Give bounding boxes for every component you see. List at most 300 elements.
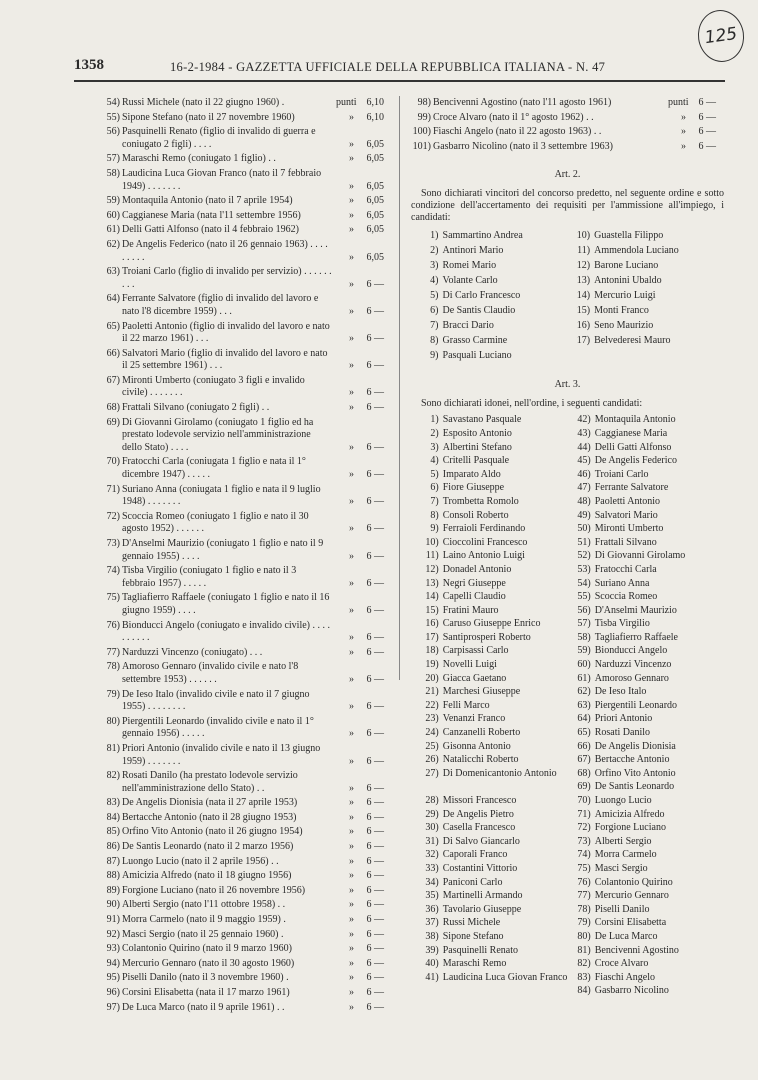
score-mark: » bbox=[349, 402, 354, 414]
item-number: 58) bbox=[106, 167, 120, 179]
rank-number: 65) bbox=[577, 727, 591, 739]
candidate-name: Suriano Anna bbox=[594, 577, 650, 589]
score-mark: » bbox=[349, 1001, 354, 1013]
candidate-name: Fiaschi Angelo bbox=[594, 971, 656, 983]
name-row bbox=[421, 727, 724, 741]
score-points: 6 — bbox=[366, 884, 384, 896]
item-score bbox=[336, 195, 392, 208]
item-text: Sipone Stefano (nato il 27 novembre 1960) bbox=[122, 111, 295, 123]
item-score bbox=[336, 914, 392, 927]
rank-number: 22) bbox=[425, 699, 439, 711]
item-score bbox=[336, 496, 392, 509]
rank-number: 26) bbox=[425, 754, 439, 766]
score-mark: » bbox=[349, 987, 354, 998]
rank-number: 36) bbox=[425, 903, 439, 915]
item-score bbox=[668, 126, 724, 139]
candidate-name: Caporali Franco bbox=[442, 849, 508, 861]
item-score bbox=[336, 826, 392, 839]
name-row bbox=[421, 290, 724, 305]
list-item bbox=[411, 97, 724, 110]
list-item bbox=[100, 885, 392, 898]
rank-number: 71) bbox=[577, 808, 591, 820]
list-item bbox=[100, 195, 392, 208]
item-number: 70) bbox=[106, 456, 120, 468]
list-item bbox=[100, 797, 392, 810]
score-points: 6 — bbox=[366, 523, 384, 535]
score-points: 6 — bbox=[366, 826, 384, 838]
item-number: 100) bbox=[412, 126, 431, 138]
rank-number: 4) bbox=[430, 455, 439, 467]
list-item bbox=[100, 620, 392, 645]
rank-number: 62) bbox=[577, 686, 591, 698]
score-mark: » bbox=[349, 841, 354, 853]
name-row bbox=[421, 275, 724, 290]
candidate-name bbox=[443, 781, 573, 795]
item-text: Piselli Danilo (nato il 3 novembre 1960) . bbox=[122, 972, 289, 984]
candidate-name: Bencivenni Agostino bbox=[594, 944, 679, 956]
rank-number: 1) bbox=[430, 414, 439, 426]
candidate-name bbox=[594, 350, 724, 365]
name-row bbox=[421, 917, 724, 931]
item-score bbox=[336, 210, 392, 223]
score-points: 6 — bbox=[366, 987, 384, 998]
article-3-text: Sono dichiarati idonei, nell'ordine, i seguenti candidati: bbox=[421, 398, 643, 410]
rank-number bbox=[421, 781, 443, 795]
rank-number: 9) bbox=[430, 523, 439, 535]
candidate-name: Caggianese Maria bbox=[594, 427, 668, 439]
list-item bbox=[100, 168, 392, 193]
item-text: Laudicina Luca Giovan Franco (nato il 7 febbraio 1949) . . . . . . . bbox=[122, 167, 322, 192]
header-rule bbox=[74, 80, 725, 82]
list-item bbox=[100, 856, 392, 869]
score-points: 6 — bbox=[366, 402, 384, 414]
list-item bbox=[100, 929, 392, 942]
candidate-name: Mironti Umberto bbox=[594, 523, 664, 535]
item-number: 55) bbox=[106, 111, 120, 123]
item-score bbox=[336, 306, 392, 319]
list-item bbox=[100, 870, 392, 883]
candidate-name: Bionducci Angelo bbox=[594, 645, 668, 657]
item-number: 84) bbox=[106, 811, 120, 823]
list-item bbox=[100, 126, 392, 151]
candidate-name: Bertacche Antonio bbox=[594, 754, 670, 766]
rank-number: 8) bbox=[430, 335, 439, 347]
rank-number: 27) bbox=[425, 767, 439, 779]
candidate-name: Di Salvo Giancarlo bbox=[442, 835, 520, 847]
rank-number: 4) bbox=[430, 275, 439, 287]
list-item bbox=[100, 417, 392, 455]
score-mark: » bbox=[349, 577, 354, 589]
candidate-name: Felli Marco bbox=[442, 699, 490, 711]
name-row bbox=[421, 414, 724, 428]
item-text: Caggianese Maria (nata l'11 settembre 1956) bbox=[122, 209, 301, 221]
candidate-name: Missori Francesco bbox=[442, 795, 517, 806]
item-text: Montaquila Antonio (nato il 7 aprile 1954) bbox=[122, 195, 293, 207]
score-points: 6 — bbox=[366, 387, 384, 399]
rank-number: 42) bbox=[577, 414, 591, 426]
name-row bbox=[421, 700, 724, 714]
rank-number: 23) bbox=[425, 713, 439, 725]
rank-number: 16) bbox=[425, 618, 439, 630]
rank-number: 16) bbox=[576, 320, 591, 332]
candidate-name: Ammendola Luciano bbox=[594, 245, 679, 257]
candidate-name: Laino Antonio Luigi bbox=[442, 550, 525, 562]
list-item bbox=[100, 402, 392, 415]
list-item bbox=[100, 348, 392, 373]
score-mark: » bbox=[681, 111, 686, 123]
candidate-name: Romei Mario bbox=[442, 260, 497, 272]
rank-number bbox=[572, 350, 594, 365]
item-text: Suriano Anna (coniugata 1 figlio e nata il 9 luglio 1948) . . . . . . . bbox=[122, 483, 321, 508]
score-points: 6 — bbox=[366, 469, 384, 481]
rank-number: 17) bbox=[576, 335, 591, 347]
item-score bbox=[336, 523, 392, 536]
item-text: Piergentili Leonardo (invalido civile e nato il 1° gennaio 1956) . . . . . bbox=[122, 715, 314, 740]
item-text: Corsini Elisabetta (nata il 17 marzo 1961) bbox=[122, 987, 290, 998]
rank-number: 14) bbox=[425, 591, 439, 603]
score-points: 6,05 bbox=[366, 138, 384, 150]
name-row bbox=[421, 496, 724, 510]
list-item bbox=[100, 456, 392, 481]
name-row bbox=[421, 781, 724, 795]
candidate-name: Russi Michele bbox=[442, 917, 501, 929]
item-score bbox=[668, 97, 724, 110]
rank-number: 43) bbox=[577, 427, 591, 439]
name-row bbox=[421, 863, 724, 877]
name-row bbox=[421, 795, 724, 809]
score-points: 6,05 bbox=[366, 209, 384, 221]
candidate-name: D'Anselmi Maurizio bbox=[594, 604, 677, 616]
name-row bbox=[421, 591, 724, 605]
rank-number: 6) bbox=[430, 482, 439, 494]
item-number: 90) bbox=[106, 899, 120, 911]
candidate-name: Maraschi Remo bbox=[442, 958, 507, 970]
candidate-name: De Angelis Federico bbox=[594, 455, 677, 467]
candidate-name: Caruso Giuseppe Enrico bbox=[442, 618, 541, 630]
list-item bbox=[100, 987, 392, 1000]
rank-number: 3) bbox=[430, 260, 439, 272]
candidate-name: Casella Francesco bbox=[442, 822, 516, 834]
item-number: 60) bbox=[106, 209, 120, 221]
candidate-name: Grasso Carmine bbox=[442, 335, 508, 347]
candidate-name: Fratocchi Carla bbox=[594, 563, 657, 575]
candidate-name: De Angelis Dionisia bbox=[594, 740, 676, 752]
score-points: 6,10 bbox=[366, 97, 384, 108]
candidate-name: Ferrante Salvatore bbox=[594, 482, 669, 494]
item-number: 79) bbox=[106, 688, 120, 700]
item-number: 97) bbox=[106, 1001, 120, 1013]
item-score bbox=[336, 153, 392, 166]
score-points: 6,05 bbox=[366, 195, 384, 207]
score-points: 6,05 bbox=[366, 180, 384, 192]
candidate-name: Novelli Luigi bbox=[442, 659, 497, 671]
name-row bbox=[421, 632, 724, 646]
candidate-name: Barone Luciano bbox=[594, 260, 659, 272]
name-row bbox=[421, 809, 724, 823]
rank-number: 75) bbox=[577, 862, 591, 874]
list-item bbox=[100, 293, 392, 318]
score-points: 6 — bbox=[366, 577, 384, 589]
name-row bbox=[421, 659, 724, 673]
item-number: 89) bbox=[106, 884, 120, 896]
score-points: 6 — bbox=[366, 441, 384, 453]
rank-number: 60) bbox=[577, 659, 591, 671]
item-text: Fiaschi Angelo (nato il 22 agosto 1963) . . bbox=[433, 126, 602, 138]
candidate-name: Capelli Claudio bbox=[442, 591, 506, 603]
item-score bbox=[336, 958, 392, 971]
score-mark: » bbox=[349, 441, 354, 453]
item-score bbox=[336, 632, 392, 645]
item-score bbox=[336, 783, 392, 796]
item-text: Paoletti Antonio (figlio di invalido del lavoro e nato il 22 marzo 1961) . . . bbox=[122, 320, 330, 345]
item-text: De Ieso Italo (invalido civile e nato il 7 giugno 1955) . . . . . . . . bbox=[122, 688, 310, 713]
column-divider bbox=[399, 96, 400, 680]
ranking-list-continued bbox=[411, 97, 724, 155]
list-item bbox=[100, 210, 392, 223]
name-row bbox=[421, 350, 724, 365]
candidate-name: Critelli Pasquale bbox=[442, 455, 510, 467]
rank-number: 3) bbox=[430, 441, 439, 453]
rank-number: 28) bbox=[425, 795, 439, 806]
rank-number: 64) bbox=[577, 713, 591, 725]
item-text: Di Giovanni Girolamo (coniugato 1 figlio ed ha prestato lodevole servizio nell'amministrazione dello Stato) . . . . bbox=[122, 416, 314, 453]
candidate-name: Monti Franco bbox=[594, 305, 649, 317]
rank-number: 39) bbox=[425, 944, 439, 956]
name-row bbox=[421, 877, 724, 891]
rank-number: 58) bbox=[577, 631, 591, 643]
score-mark: » bbox=[349, 224, 354, 236]
rank-number: 73) bbox=[577, 835, 591, 847]
left-column-ranking-list bbox=[100, 97, 392, 1016]
candidate-name: Sammartino Andrea bbox=[442, 230, 523, 242]
score-points: 6,10 bbox=[366, 111, 384, 123]
rank-number: 53) bbox=[577, 563, 591, 575]
list-item bbox=[100, 899, 392, 912]
candidate-name: Gasbarro Nicolino bbox=[594, 985, 669, 997]
item-text: Amicizia Alfredo (nato il 18 giugno 1956) bbox=[122, 870, 292, 882]
item-text: Colantonio Quirino (nato il 9 marzo 1960) bbox=[122, 943, 292, 955]
rank-number: 49) bbox=[577, 509, 591, 521]
score-mark: » bbox=[349, 782, 354, 794]
score-mark: » bbox=[349, 957, 354, 969]
rank-number: 59) bbox=[577, 645, 591, 657]
score-points: 6 — bbox=[366, 855, 384, 867]
rank-number: 35) bbox=[425, 890, 439, 902]
candidate-name: Imparato Aldo bbox=[442, 468, 501, 480]
name-row bbox=[421, 335, 724, 350]
score-mark: punti bbox=[668, 97, 689, 108]
rank-number: 33) bbox=[425, 862, 439, 874]
rank-number: 40) bbox=[425, 958, 439, 970]
candidate-name: Santiprosperi Roberto bbox=[442, 631, 531, 643]
item-number: 65) bbox=[106, 320, 120, 332]
score-mark: punti bbox=[336, 97, 357, 108]
rank-number: 12) bbox=[425, 563, 439, 575]
candidate-name: Di Carlo Francesco bbox=[442, 290, 521, 302]
item-score bbox=[336, 469, 392, 482]
name-row bbox=[421, 768, 724, 782]
list-item bbox=[100, 538, 392, 563]
score-points: 6 — bbox=[366, 782, 384, 794]
rank-number: 45) bbox=[577, 455, 591, 467]
score-mark: » bbox=[349, 632, 354, 644]
score-points: 6,05 bbox=[366, 224, 384, 236]
candidate-name: Antonini Ubaldo bbox=[594, 275, 662, 287]
rank-number: 17) bbox=[425, 631, 439, 643]
name-row bbox=[421, 550, 724, 564]
rank-number: 1) bbox=[430, 230, 439, 242]
list-item bbox=[100, 958, 392, 971]
candidate-name: Amicizia Alfredo bbox=[594, 808, 665, 820]
item-text: Narduzzi Vincenzo (coniugato) . . . bbox=[122, 646, 263, 658]
rank-number: 61) bbox=[577, 672, 591, 684]
score-points: 6 — bbox=[366, 811, 384, 823]
candidate-name: De Angelis Pietro bbox=[442, 808, 514, 820]
candidate-name: Sipone Stefano bbox=[442, 930, 504, 942]
rank-number: 21) bbox=[425, 686, 439, 698]
candidate-name: Laudicina Luca Giovan Franco bbox=[442, 971, 568, 983]
name-row bbox=[421, 822, 724, 836]
item-text: De Angelis Federico (nato il 26 gennaio 1963) . . . . . . . . . bbox=[122, 238, 328, 263]
item-number: 94) bbox=[106, 957, 120, 969]
item-number: 82) bbox=[106, 770, 120, 782]
item-text: Amoroso Gennaro (invalido civile e nato l'8 settembre 1953) . . . . . . bbox=[122, 661, 299, 685]
list-item bbox=[100, 826, 392, 839]
item-score bbox=[336, 647, 392, 660]
score-mark: » bbox=[349, 469, 354, 481]
score-mark: » bbox=[349, 153, 354, 165]
rank-number: 70) bbox=[577, 795, 591, 806]
rank-number: 84) bbox=[577, 985, 591, 997]
score-mark: » bbox=[349, 914, 354, 926]
score-points: 6 — bbox=[366, 797, 384, 809]
score-mark: » bbox=[349, 855, 354, 867]
score-points: 6,05 bbox=[366, 251, 384, 263]
rank-number: 29) bbox=[425, 808, 439, 820]
name-row bbox=[421, 972, 724, 986]
score-points: 6 — bbox=[366, 1001, 384, 1013]
candidate-name: Scoccia Romeo bbox=[594, 591, 658, 603]
score-mark: » bbox=[349, 550, 354, 562]
item-number: 78) bbox=[106, 661, 120, 673]
item-text: Delli Gatti Alfonso (nato il 4 febbraio 1962) bbox=[122, 224, 299, 236]
name-row bbox=[421, 713, 724, 727]
rank-number: 83) bbox=[577, 971, 591, 983]
candidate-name: Amoroso Gennaro bbox=[594, 672, 669, 684]
list-item bbox=[100, 511, 392, 536]
candidate-name: De Luca Marco bbox=[594, 930, 658, 942]
list-item bbox=[100, 841, 392, 854]
item-text: Gasbarro Nicolino (nato il 3 settembre 1963) bbox=[433, 140, 613, 152]
candidate-name: De Santis Claudio bbox=[442, 305, 516, 317]
list-item bbox=[411, 112, 724, 125]
score-mark: » bbox=[349, 209, 354, 221]
rank-number: 31) bbox=[425, 835, 439, 847]
item-text: Tagliafierro Raffaele (coniugato 1 figlio e nato il 16 giugno 1959) . . . . bbox=[122, 592, 330, 616]
name-row bbox=[421, 230, 724, 245]
eligible-candidates-table bbox=[421, 414, 724, 999]
candidate-name: De Santis Leonardo bbox=[594, 781, 675, 793]
rank-number: 68) bbox=[577, 767, 591, 779]
name-row bbox=[421, 469, 724, 483]
rank-number: 78) bbox=[577, 903, 591, 915]
score-mark: » bbox=[681, 126, 686, 138]
candidate-name bbox=[443, 985, 573, 999]
item-number: 86) bbox=[106, 841, 120, 853]
item-score bbox=[336, 333, 392, 346]
score-mark: » bbox=[349, 797, 354, 809]
rank-number: 38) bbox=[425, 930, 439, 942]
name-row bbox=[421, 442, 724, 456]
item-score bbox=[336, 97, 392, 110]
candidate-name: Antinori Mario bbox=[442, 245, 504, 257]
rank-number: 81) bbox=[577, 944, 591, 956]
candidate-name: Paoletti Antonio bbox=[594, 495, 661, 507]
article-2-heading: Art. 2. bbox=[554, 169, 581, 181]
score-mark: » bbox=[349, 701, 354, 713]
item-number: 73) bbox=[106, 538, 120, 549]
item-score bbox=[336, 797, 392, 810]
item-score bbox=[668, 141, 724, 154]
candidate-name: Trombetta Romolo bbox=[442, 495, 519, 507]
rank-number: 24) bbox=[425, 727, 439, 739]
score-points: 6 — bbox=[366, 632, 384, 644]
score-points: 6 — bbox=[366, 957, 384, 969]
item-score bbox=[336, 756, 392, 769]
name-row bbox=[421, 958, 724, 972]
item-number: 72) bbox=[106, 510, 120, 522]
list-item bbox=[100, 770, 392, 795]
item-number: 76) bbox=[106, 619, 120, 631]
item-score bbox=[668, 112, 724, 125]
list-item bbox=[100, 743, 392, 768]
name-row bbox=[421, 578, 724, 592]
rank-number: 44) bbox=[577, 441, 591, 453]
rank-number: 48) bbox=[577, 495, 591, 507]
list-item bbox=[411, 141, 724, 154]
score-mark: » bbox=[349, 943, 354, 955]
score-points: 6 — bbox=[366, 914, 384, 926]
rank-number: 72) bbox=[577, 822, 591, 834]
item-text: Scoccia Romeo (coniugato 1 figlio e nato il 30 agosto 1952) . . . . . . bbox=[122, 510, 309, 535]
item-score bbox=[336, 899, 392, 912]
item-text: Rosati Danilo (ha prestato lodevole servizio nell'amministrazione dello Stato) . . bbox=[122, 770, 298, 794]
item-text: Maraschi Remo (coniugato 1 figlio) . . bbox=[122, 153, 276, 165]
item-text: Bencivenni Agostino (nato l'11 agosto 1961) bbox=[433, 97, 612, 108]
rank-number: 10) bbox=[576, 230, 591, 242]
list-item bbox=[100, 112, 392, 125]
score-points: 6 — bbox=[698, 140, 716, 152]
rank-number: 54) bbox=[577, 577, 591, 589]
item-score bbox=[336, 605, 392, 618]
candidate-name: Natalicchi Roberto bbox=[442, 754, 519, 766]
score-mark: » bbox=[349, 972, 354, 984]
list-item bbox=[100, 716, 392, 741]
rank-number: 80) bbox=[577, 930, 591, 942]
item-text: De Luca Marco (nato il 9 aprile 1961) . . bbox=[122, 1001, 285, 1013]
candidate-name: Ferraioli Ferdinando bbox=[442, 523, 526, 535]
candidate-name: Di Domenicantonio Antonio bbox=[442, 767, 557, 779]
score-mark: » bbox=[349, 870, 354, 882]
rank-number: 2) bbox=[430, 245, 439, 257]
item-score bbox=[336, 279, 392, 292]
score-points: 6 — bbox=[366, 360, 384, 372]
candidate-name: Tagliafierro Raffaele bbox=[594, 631, 678, 643]
rank-number: 57) bbox=[577, 618, 591, 630]
score-mark: » bbox=[349, 728, 354, 740]
item-score bbox=[336, 1002, 392, 1015]
list-item bbox=[100, 153, 392, 166]
